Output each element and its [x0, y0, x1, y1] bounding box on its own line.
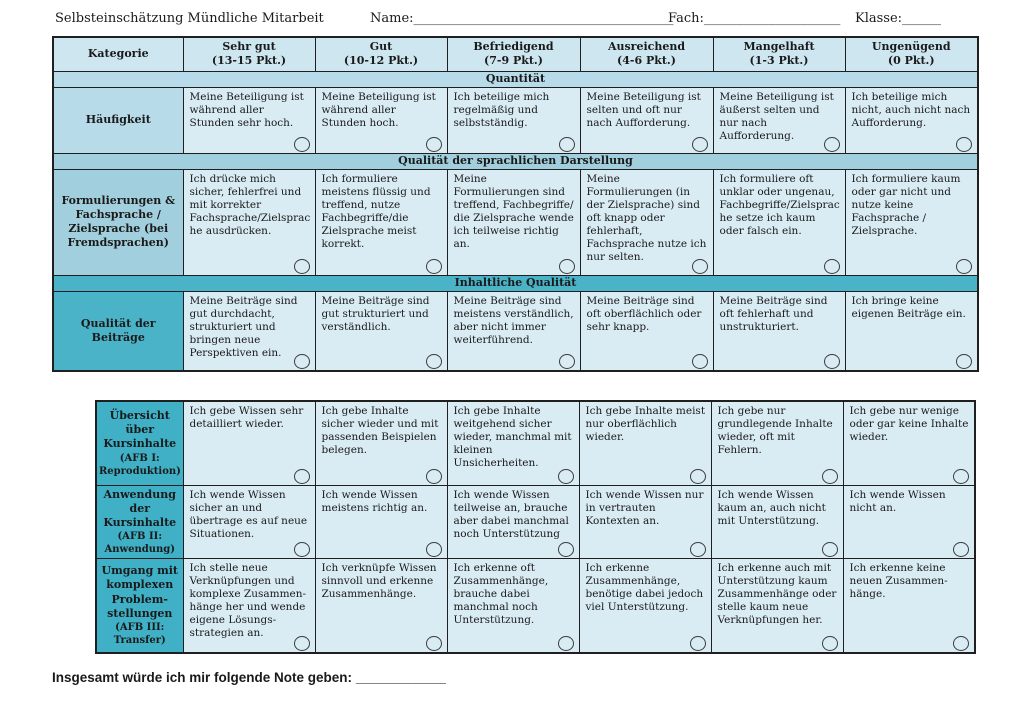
- rating-cell: [447, 87, 580, 153]
- rating-cell: [315, 291, 447, 371]
- rating-circle[interactable]: [426, 636, 442, 651]
- rating-text: Meine Beiträge sind oft oberflächlich oder sehr knapp.: [586, 294, 702, 333]
- row-formulierungen: [53, 169, 978, 275]
- rating-text: Ich formuliere kaum oder gar nicht und nutze keine Fachsprache / Zielsprache.: [851, 172, 961, 237]
- row-umgang-problemstellungen: [96, 559, 975, 653]
- section-title: Inhaltliche Qualität: [53, 275, 978, 291]
- rating-text: Ich formuliere meistens flüssig und treffend, nutze Fachbegriffe/die Zielsprache meist korrekt.: [321, 172, 431, 250]
- rating-cell: [315, 401, 447, 485]
- rating-circle[interactable]: [426, 137, 442, 152]
- col-header-kategorie: Kategorie: [53, 37, 183, 71]
- rating-text: Meine Beteiligung ist äußerst selten und nur nach Aufforderung.: [719, 90, 834, 142]
- rating-circle[interactable]: [956, 259, 972, 274]
- rating-text: Ich bringe keine eigenen Beiträge ein.: [851, 294, 966, 320]
- rating-cell: [580, 87, 713, 153]
- rating-circle[interactable]: [822, 469, 838, 484]
- rating-text: Ich erkenne keine neuen Zusammen- hänge.: [849, 562, 948, 601]
- rating-text: Ich beteilige mich nicht, auch nicht nach Aufforderung.: [851, 90, 971, 129]
- rating-cell: [713, 87, 845, 153]
- rating-circle[interactable]: [822, 636, 838, 651]
- rating-cell: [183, 87, 315, 153]
- rating-cell: [580, 291, 713, 371]
- rating-cell: [845, 87, 978, 153]
- rating-cell: [711, 559, 843, 653]
- rating-text: Ich wende Wissen nur in vertrauten Kontexten an.: [585, 488, 704, 527]
- section-title: Quantität: [53, 71, 978, 87]
- row-uebersicht-kursinhalte: [96, 401, 975, 485]
- rating-cell: [579, 485, 711, 559]
- klasse-field[interactable]: [855, 11, 941, 26]
- rating-circle[interactable]: [953, 636, 969, 651]
- rating-text: Meine Beiträge sind gut strukturiert und verständlich.: [321, 294, 430, 333]
- rating-cell: [580, 169, 713, 275]
- rating-text: Ich gebe Inhalte sicher wieder und mit passenden Beispielen belegen.: [321, 405, 439, 457]
- col-header-gut: Gut (10-12 Pkt.): [315, 37, 447, 71]
- rating-cell: [845, 291, 978, 371]
- rating-circle[interactable]: [294, 469, 310, 484]
- rating-cell: [447, 401, 579, 485]
- rating-cell: [315, 87, 447, 153]
- rating-cell: [447, 291, 580, 371]
- rating-text: Ich erkenne auch mit Unterstützung kaum Zusammenhänge oder stelle kaum neue Verknüpfungen her.: [717, 562, 837, 627]
- section-band-inhaltliche-qualitaet: [53, 275, 978, 291]
- rating-circle[interactable]: [558, 542, 574, 557]
- category-haeufigkeit: Häufigkeit: [53, 87, 183, 153]
- rating-cell: [183, 559, 315, 653]
- rating-text: Meine Beteiligung ist während aller Stunden sehr hoch.: [189, 90, 304, 129]
- rating-text: Ich gebe Wissen sehr detailliert wieder.: [189, 405, 304, 431]
- col-header-ausreichend: Ausreichend (4-6 Pkt.): [580, 37, 713, 71]
- rating-text: Ich verknüpfe Wissen sinnvoll und erkenne Zusammenhänge.: [321, 562, 437, 601]
- row-qualitaet-beitraege: [53, 291, 978, 371]
- category-qualitaet-beitraege: Qualität der Beiträge: [53, 291, 183, 371]
- klasse-blank[interactable]: ______: [902, 11, 942, 26]
- overall-grade-line: [52, 670, 446, 685]
- rating-circle[interactable]: [953, 542, 969, 557]
- rating-circle[interactable]: [824, 259, 840, 274]
- rating-circle[interactable]: [953, 469, 969, 484]
- rating-circle[interactable]: [690, 469, 706, 484]
- rating-cell: [845, 169, 978, 275]
- rating-circle[interactable]: [559, 137, 575, 152]
- rating-text: Meine Beiträge sind oft fehlerhaft und unstrukturiert.: [719, 294, 828, 333]
- rating-circle[interactable]: [824, 354, 840, 369]
- rating-circle[interactable]: [426, 259, 442, 274]
- fach-label: Fach:: [668, 11, 704, 26]
- rubric-table-main: [52, 36, 979, 372]
- rating-cell: [315, 169, 447, 275]
- col-header-mangelhaft: Mangelhaft (1-3 Pkt.): [713, 37, 845, 71]
- rating-cell: [183, 485, 315, 559]
- rating-cell: [713, 169, 845, 275]
- rubric-table-afb: [95, 400, 976, 654]
- rating-circle[interactable]: [559, 354, 575, 369]
- rating-circle[interactable]: [692, 137, 708, 152]
- rating-circle[interactable]: [426, 354, 442, 369]
- rating-cell: [315, 559, 447, 653]
- col-header-befriedigend: Befriedigend (7-9 Pkt.): [447, 37, 580, 71]
- rating-text: Meine Beiträge sind meistens verständlich, aber nicht immer weiterführend.: [453, 294, 574, 346]
- rating-text: Ich gebe nur wenige oder gar keine Inhalte wieder.: [849, 405, 969, 444]
- rating-cell: [843, 559, 975, 653]
- rating-cell: [315, 485, 447, 559]
- rating-cell: [447, 169, 580, 275]
- rating-text: Ich wende Wissen teilweise an, brauche aber dabei manchmal noch Unterstützung: [453, 488, 569, 540]
- name-blank[interactable]: ________________________________________: [413, 11, 674, 26]
- page-title: Selbsteinschätzung Mündliche Mitarbeit: [55, 11, 324, 26]
- category-uebersicht-kursinhalte: Übersicht über Kursinhalte (AFB I: Reproduktion): [96, 401, 183, 485]
- rating-cell: [447, 559, 579, 653]
- rating-text: Ich wende Wissen nicht an.: [849, 488, 946, 514]
- rating-text: Ich gebe nur grundlegende Inhalte wieder, oft mit Fehlern.: [717, 405, 833, 457]
- rating-text: Meine Beteiligung ist während aller Stunden hoch.: [321, 90, 436, 129]
- rating-circle[interactable]: [294, 542, 310, 557]
- rating-text: Ich wende Wissen kaum an, auch nicht mit Unterstützung.: [717, 488, 826, 527]
- rating-circle[interactable]: [558, 636, 574, 651]
- section-band-quantitaet: [53, 71, 978, 87]
- rating-circle[interactable]: [824, 137, 840, 152]
- col-header-sehr-gut: Sehr gut (13-15 Pkt.): [183, 37, 315, 71]
- name-label: Name:: [370, 11, 414, 26]
- rating-circle[interactable]: [822, 542, 838, 557]
- table-header-row: [53, 37, 978, 71]
- rating-circle[interactable]: [294, 354, 310, 369]
- rating-circle[interactable]: [956, 137, 972, 152]
- rating-text: Ich drücke mich sicher, fehlerfrei und mit korrekter Fachsprache/Zielsprache ausdrücken.: [189, 172, 311, 237]
- name-field[interactable]: [370, 11, 674, 26]
- rating-circle[interactable]: [294, 137, 310, 152]
- rating-circle[interactable]: [956, 354, 972, 369]
- category-formulierungen: Formulierungen & Fachsprache / Zielsprache (bei Fremdsprachen): [53, 169, 183, 275]
- rating-cell: [713, 291, 845, 371]
- rating-text: Ich erkenne Zusammenhänge, benötige dabei jedoch viel Unterstützung.: [585, 562, 704, 614]
- rating-cell: [843, 485, 975, 559]
- rating-text: Meine Beiträge sind gut durchdacht, strukturiert und bringen neue Perspektiven ein.: [189, 294, 298, 359]
- rating-cell: [711, 401, 843, 485]
- rating-text: Ich erkenne oft Zusammenhänge, brauche dabei manchmal noch Unterstützung.: [453, 562, 549, 627]
- rating-circle[interactable]: [426, 542, 442, 557]
- rating-circle[interactable]: [559, 259, 575, 274]
- row-haeufigkeit: [53, 87, 978, 153]
- overall-grade-blank[interactable]: ____________: [355, 670, 446, 685]
- rating-text: Ich formuliere oft unklar oder ungenau, Fachbegriffe/Zielsprache setze ich kaum oder falsch ein.: [719, 172, 840, 237]
- rating-circle[interactable]: [558, 469, 574, 484]
- rating-text: Ich gebe Inhalte weitgehend sicher wieder, manchmal mit kleinen Unsicherheiten.: [453, 405, 572, 470]
- rating-text: Ich wende Wissen sicher an und übertrage es auf neue Situationen.: [189, 488, 308, 540]
- fach-blank[interactable]: _____________________: [703, 11, 841, 26]
- row-anwendung-kursinhalte: [96, 485, 975, 559]
- rating-cell: [579, 401, 711, 485]
- rating-circle[interactable]: [294, 636, 310, 651]
- rating-circle[interactable]: [692, 354, 708, 369]
- rating-cell: [579, 559, 711, 653]
- rating-text: Ich wende Wissen meistens richtig an.: [321, 488, 428, 514]
- rating-cell: [843, 401, 975, 485]
- section-title: Qualität der sprachlichen Darstellung: [53, 153, 978, 169]
- rating-text: Ich gebe Inhalte meist nur oberflächlich wieder.: [585, 405, 706, 444]
- rating-text: Meine Formulierungen sind treffend, Fachbegriffe/ die Zielsprache wende ich teilweise richtig an.: [453, 172, 574, 250]
- category-anwendung-kursinhalte: Anwendung der Kursinhalte (AFB II: Anwendung): [96, 485, 183, 559]
- fach-field[interactable]: [668, 11, 840, 26]
- section-band-sprachliche-darstellung: [53, 153, 978, 169]
- rating-text: Ich beteilige mich regelmäßig und selbstständig.: [453, 90, 550, 129]
- rating-text: Meine Beteiligung ist selten und oft nur nach Aufforderung.: [586, 90, 701, 129]
- rating-cell: [447, 485, 579, 559]
- rating-circle[interactable]: [426, 469, 442, 484]
- rating-cell: [711, 485, 843, 559]
- rating-circle[interactable]: [294, 259, 310, 274]
- rating-circle[interactable]: [690, 636, 706, 651]
- rating-cell: [183, 169, 315, 275]
- rating-text: Ich stelle neue Verknüpfungen und komplexe Zusammen- hänge her und wende eigene Lösungs- strategien an.: [189, 562, 307, 640]
- rating-text: Meine Formulierungen (in der Zielsprache) sind oft knapp oder fehlerhaft, Fachsprache nutze ich nur selten.: [586, 172, 707, 263]
- rating-cell: [183, 401, 315, 485]
- rating-circle[interactable]: [692, 259, 708, 274]
- rating-cell: [183, 291, 315, 371]
- col-header-ungenuegend: Ungenügend (0 Pkt.): [845, 37, 978, 71]
- category-umgang-problemstellungen: Umgang mit komplexen Problem- stellungen (AFB III: Transfer): [96, 559, 183, 653]
- rating-circle[interactable]: [690, 542, 706, 557]
- overall-grade-label: Insgesamt würde ich mir folgende Note geben:: [52, 670, 353, 685]
- klasse-label: Klasse:: [855, 11, 903, 26]
